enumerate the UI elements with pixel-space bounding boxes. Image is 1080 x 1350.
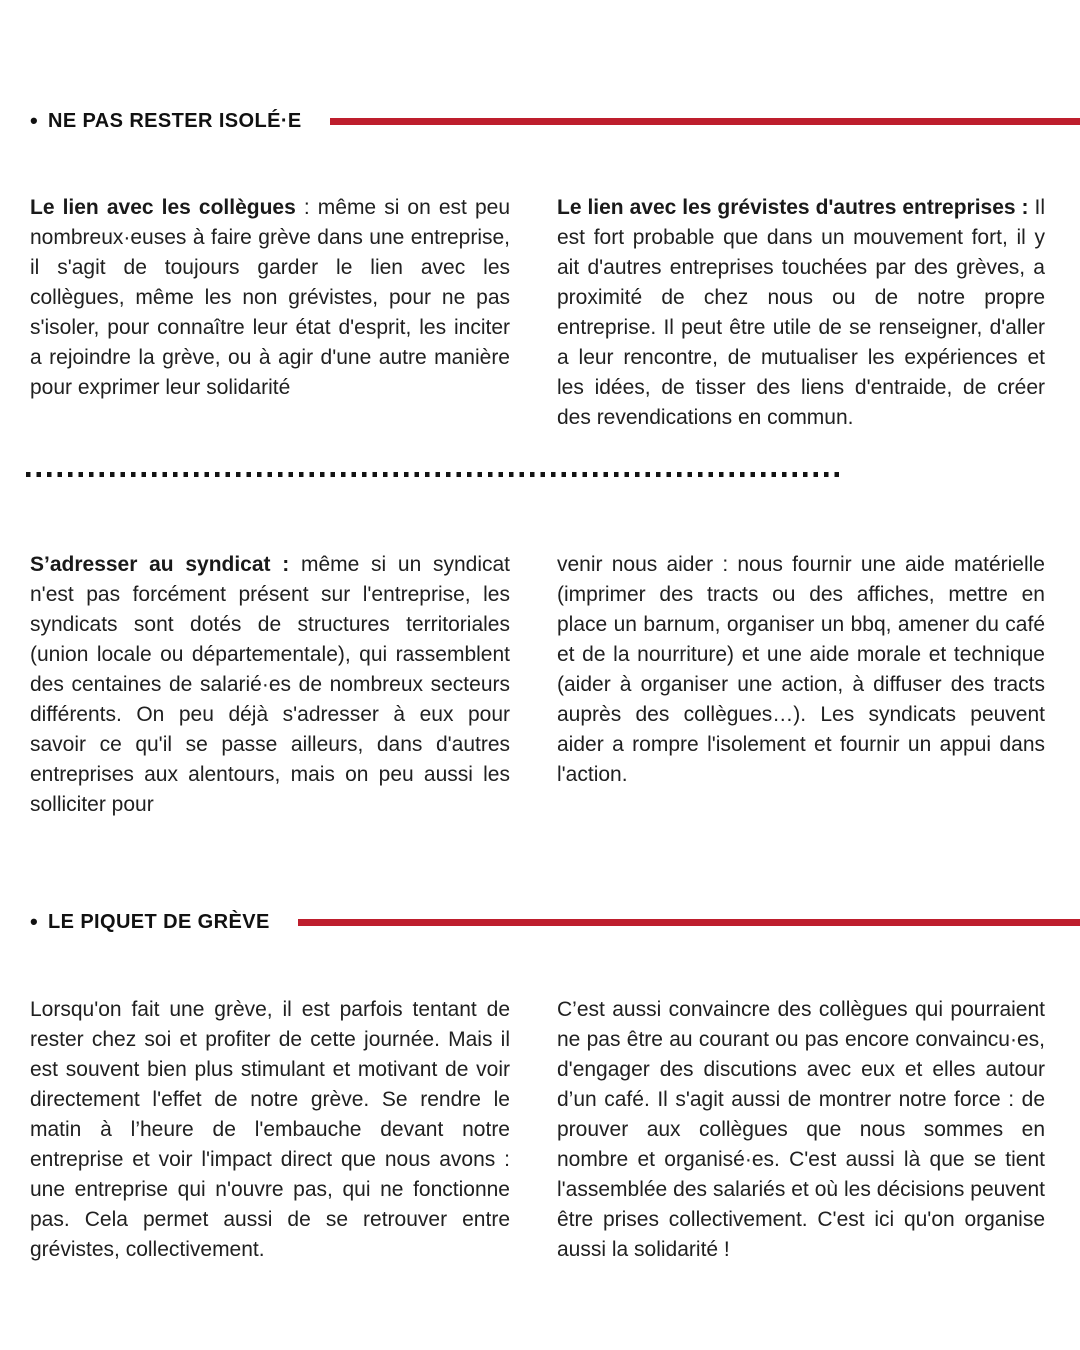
paragraph-lien-collegues [30, 193, 510, 433]
paragraph-body: : même si on est peu nombreux·euses à faire grève dans une entreprise, il s'agit de toujours garder le lien avec les collègues, même les non grévistes, pour ne pas s'isoler, pour connaître leur état d'esprit, les inciter a rejoindre la grève, ou à agir d'une autre manière pour exprimer leur solidarité [30, 196, 510, 399]
section-heading-isolation [30, 108, 1080, 134]
red-rule-divider [330, 118, 1080, 125]
paragraph-body: venir nous aider : nous fournir une aide matérielle (imprimer des tracts ou des affiches, mettre en place un barnum, organiser un bbq, amener du café et de la nourriture) et une aide morale et technique (aider à organiser une action, à diffuser des tracts auprès des collègues…). Les syndicats peuvent aider a rompre l'isolement et fournir un appui dans l'action. [557, 553, 1045, 786]
dotted-separator [26, 472, 840, 477]
paragraph-body: C’est aussi convaincre des collègues qui pourraient ne pas être au courant ou pas encore convaincu·es, d'engager des discutions avec eux et elles autour d’un café. Il s'agit aussi de montrer notre force : de prouver aux collègues que nous sommes en nombre et organisé·es. C'est aussi là que se tient l'assemblée des salariés et où les décisions peuvent être prises collectivement. C'est ici qu'on organise aussi la solidarité ! [557, 998, 1045, 1261]
red-rule-divider [298, 919, 1080, 926]
paragraph-piquet [30, 995, 510, 1265]
section-heading-piquet [30, 909, 1080, 935]
paragraph-syndicat [30, 550, 510, 820]
text-columns-piquet [30, 974, 1045, 1286]
text-columns-syndicat [30, 529, 1045, 841]
bullet-icon: • [30, 108, 38, 133]
paragraph-body: Il est fort probable que dans un mouvement fort, il y ait d'autres entreprises touchées par des grèves, a proximité de chez nous ou de notre propre entreprise. Il peut être utile de se renseigner, d'aller a leur rencontre, de mutualiser les expériences et les idées, de tisser des liens d'entraide, de créer des revendications en commun. [557, 196, 1045, 429]
bullet-icon: • [30, 909, 38, 934]
text-columns-isolation [30, 172, 1045, 454]
paragraph-syndicat-suite [557, 550, 1045, 820]
paragraph-lead: Le lien avec les collègues [30, 196, 296, 219]
paragraph-lead: S’adresser au syndicat : [30, 553, 290, 576]
paragraph-body: Lorsqu'on fait une grève, il est parfois tentant de rester chez soi et profiter de cette journée. Mais il est souvent bien plus stimulant et motivant de voir directement l'effet de notre grève. Se rendre le matin à l’heure de l'embauche devant notre entreprise et voir l'impact direct que nous avons : une entreprise qui n'ouvre pas, qui ne fonctionne pas. Cela permet aussi de se retrouver entre grévistes, collectivement. [30, 998, 510, 1261]
paragraph-piquet-suite [557, 995, 1045, 1265]
paragraph-lead: Le lien avec les grévistes d'autres entreprises : [557, 196, 1029, 219]
section-title: LE PIQUET DE GRÈVE [48, 911, 270, 933]
section-title: NE PAS RESTER ISOLÉ·E [48, 110, 302, 132]
paragraph-body: même si un syndicat n'est pas forcément présent sur l'entreprise, les syndicats sont dotés de structures territoriales (union locale ou départementale), qui rassemblent des centaines de salarié·es de nombreux secteurs différents. On peu déjà s'adresser à eux pour savoir ce qu'il se passe ailleurs, dans d'autres entreprises aux alentours, mais on peu aussi les solliciter pour [30, 553, 510, 816]
paragraph-lien-grevistes [557, 193, 1045, 433]
